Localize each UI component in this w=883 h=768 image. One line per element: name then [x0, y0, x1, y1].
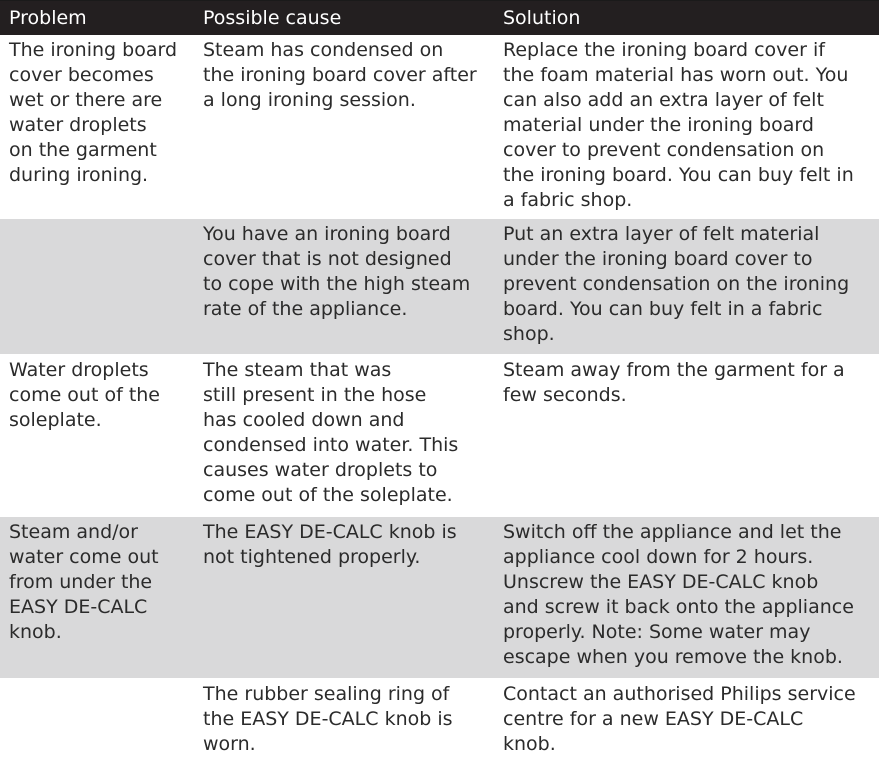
cause-cell: The rubber sealing ring of the EASY DE-CALC knob is worn. [203, 683, 453, 755]
problem-cell: Water droplets come out of the soleplate. [9, 359, 160, 431]
table-row [0, 679, 879, 768]
problem-cell: The ironing board cover becomes wet or there are water droplets on the garment during ironing. [9, 39, 178, 186]
solution-cell: Contact an authorised Philips service centre for a new EASY DE-CALC knob. [503, 683, 856, 755]
cause-cell: The EASY DE-CALC knob is not tightened properly. [203, 521, 457, 568]
table-row [0, 219, 879, 355]
solution-cell: Replace the ironing board cover if the foam material has worn out. You can also add an extra layer of felt material under the ironing board cover to prevent condensation on the ironing board. You can buy felt in a fabric shop. [503, 39, 854, 211]
problem-cell: Steam and/or water come out from under the EASY DE-CALC knob. [9, 521, 159, 643]
table-header-row [0, 1, 879, 35]
table-row [0, 517, 879, 679]
cause-cell: You have an ironing board cover that is not designed to cope with the high steam rate of the appliance. [203, 223, 471, 320]
header-problem: Problem [9, 7, 87, 29]
table-row [0, 35, 879, 219]
solution-cell: Put an extra layer of felt material under the ironing board cover to prevent condensation on the ironing board. You can buy felt in a fabric shop. [503, 223, 850, 345]
problem-cell [0, 679, 194, 768]
cause-cell: The steam that was still present in the hose has cooled down and condensed into water. This causes water droplets to come out of the soleplate. [203, 359, 459, 506]
cause-cell: Steam has condensed on the ironing board cover after a long ironing session. [203, 39, 477, 111]
table-row [0, 355, 879, 517]
header-solution: Solution [503, 7, 581, 29]
header-possible-cause: Possible cause [203, 7, 342, 29]
solution-cell: Switch off the appliance and let the appliance cool down for 2 hours. Unscrew the EASY DE-CALC knob and screw it back onto the appliance properly. Note: Some water may escape when you remove the knob. [503, 521, 854, 668]
problem-cell [0, 219, 194, 354]
solution-cell: Steam away from the garment for a few seconds. [503, 359, 845, 406]
